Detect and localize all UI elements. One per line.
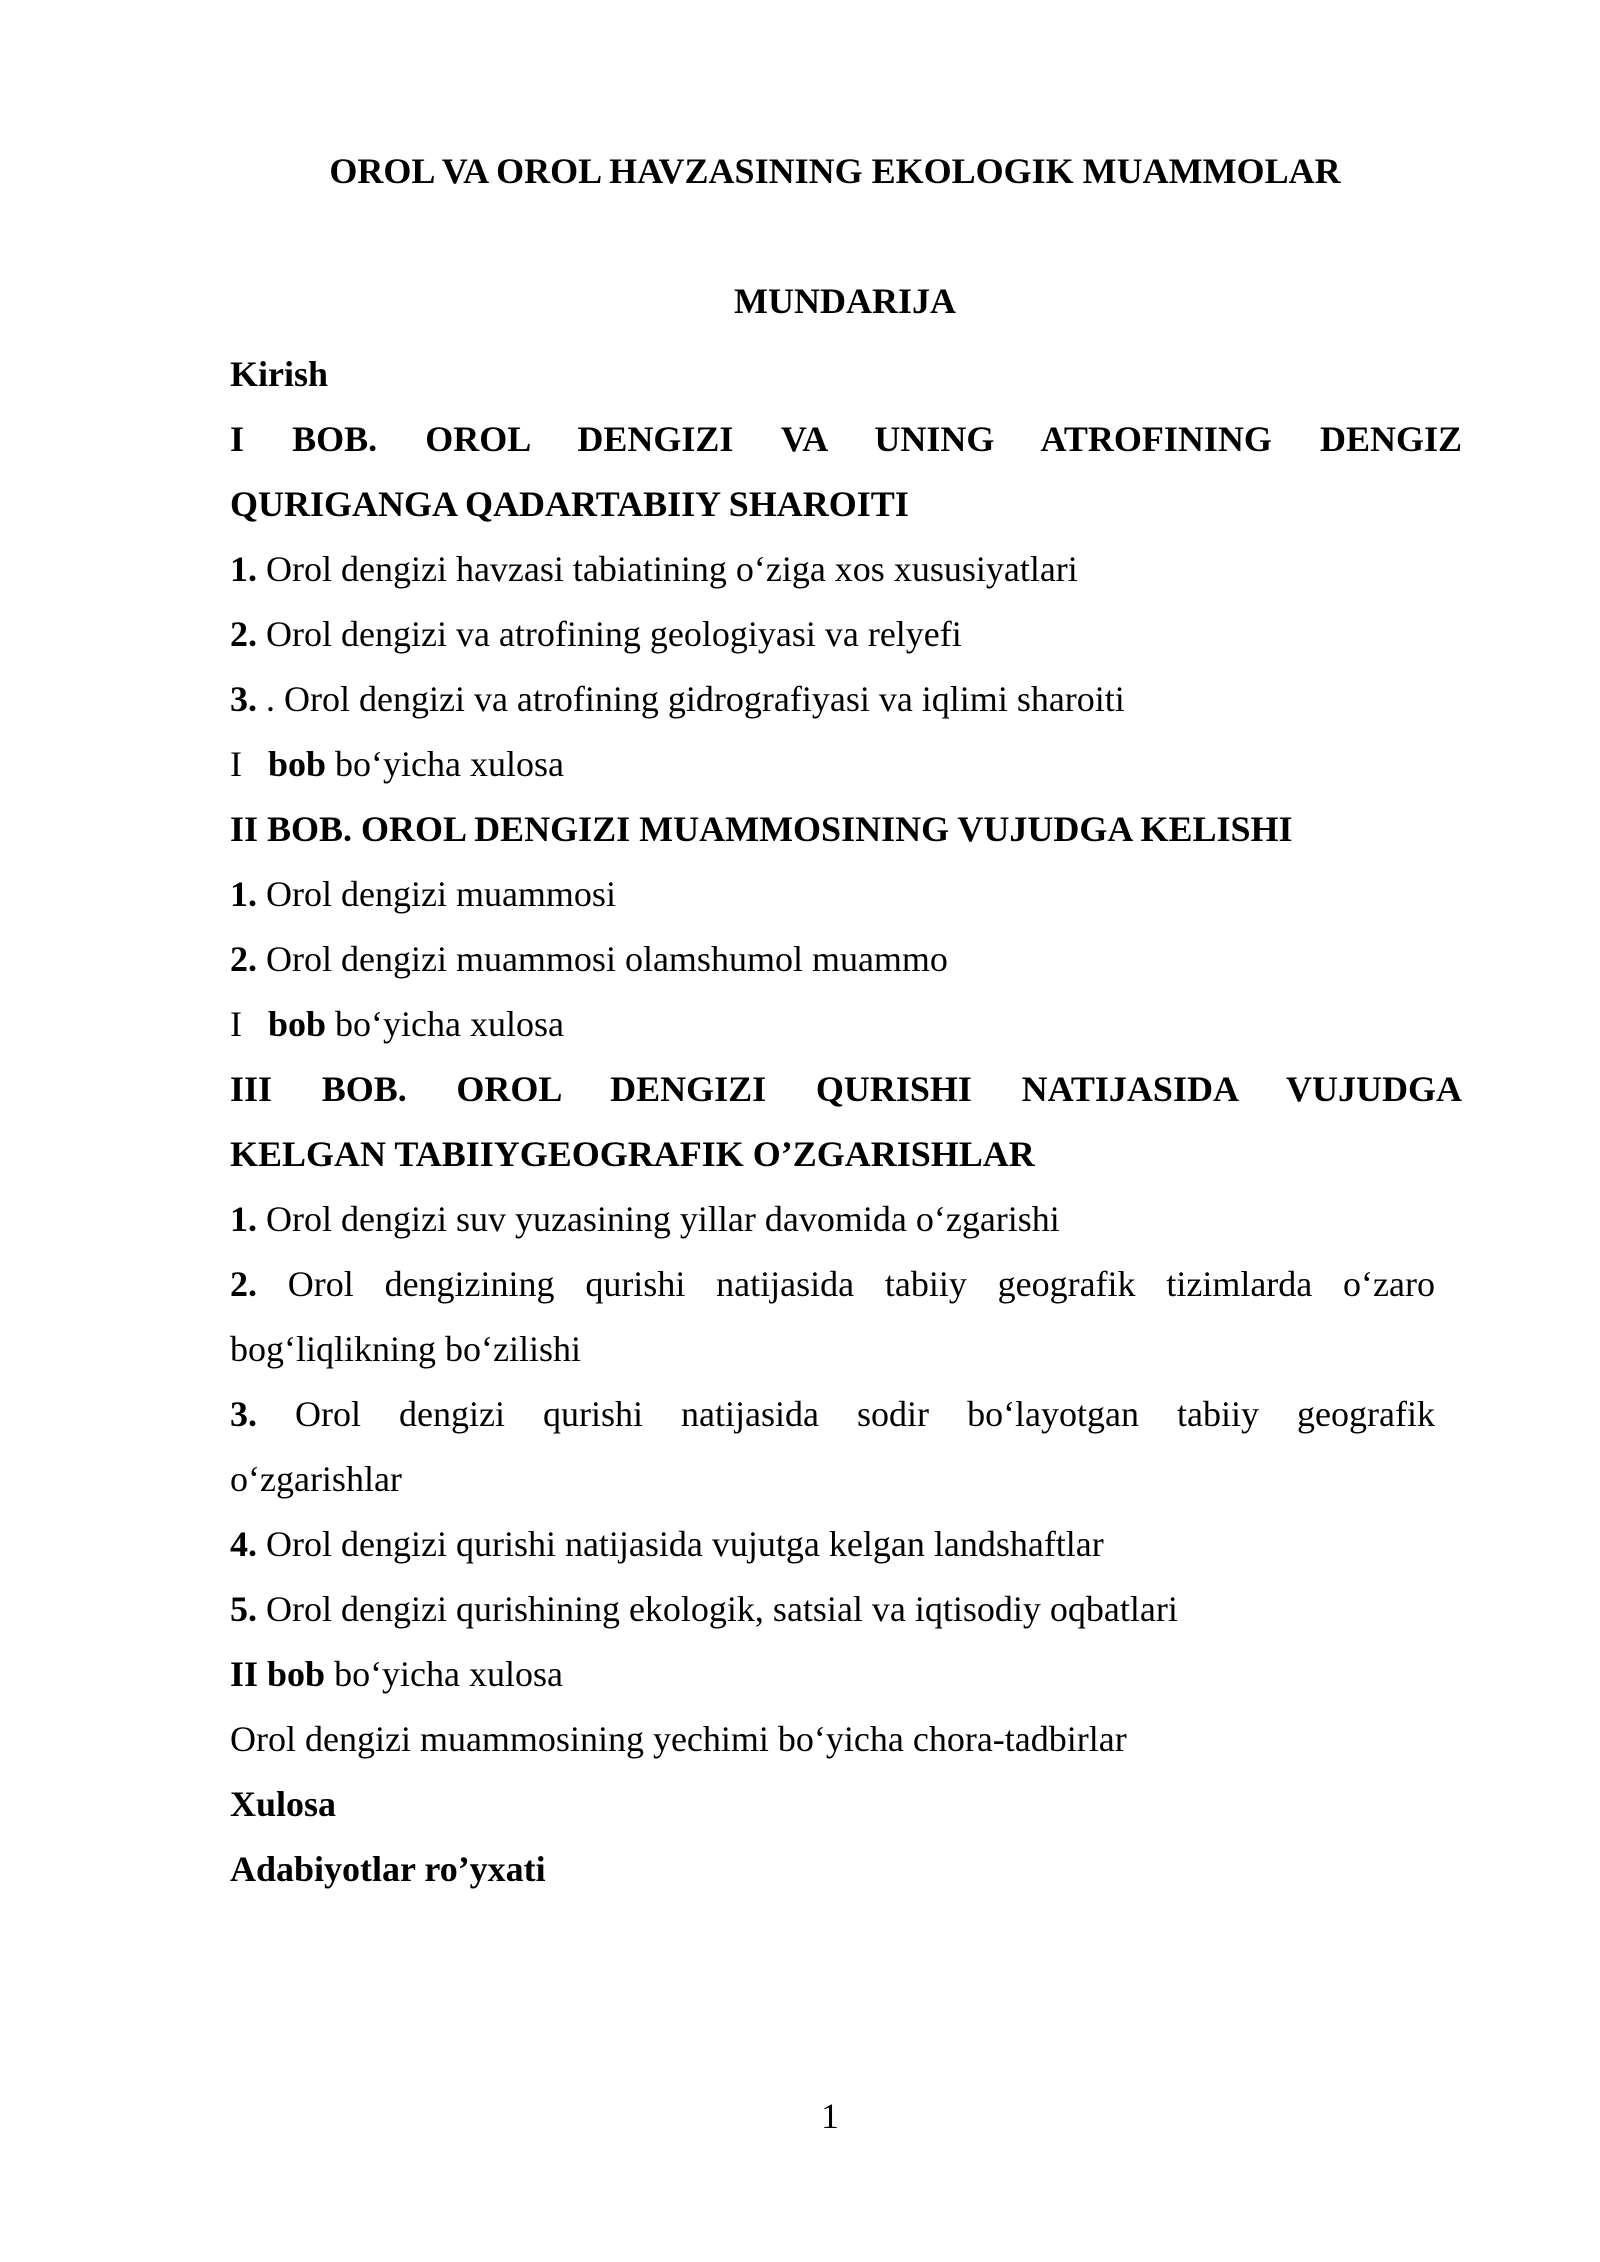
toc-chapter-3-heading-cont[interactable]: KELGAN TABIIYGEOGRAFIK O’ZGARISHLAR [230,1134,1035,1174]
toc-entry-2-1[interactable] [230,862,1462,927]
toc-entry-references[interactable]: Adabiyotlar ro’yxati [230,1849,546,1889]
toc-summary-bob: bob [268,744,327,784]
toc-entry-1-2[interactable] [230,602,1462,667]
toc-heading: MUNDARIJA [734,281,956,321]
toc-entry-text: Orol dengizi qurishining ekologik, satsial va iqtisodiy oqbatlari [257,1589,1178,1629]
toc-entry-number: 1. [230,874,257,914]
toc-entry-number: 1. [230,1199,257,1239]
page-number: 1 [821,2096,839,2136]
toc-entry-text: Orol dengizi muammosi olamshumol muammo [257,939,948,979]
toc-entry-text: Orol dengizi qurishi natijasida vujutga kelgan landshaftlar [257,1524,1104,1564]
toc-summary-text: bo‘yicha xulosa [326,1004,564,1044]
toc-chapter-2-heading[interactable]: II BOB. OROL DENGIZI MUAMMOSINING VUJUDGA KELISHI [230,809,1293,849]
toc-entry-text: Orol dengizi havzasi tabiatining o‘ziga xos xususiyatlari [257,549,1078,589]
toc-summary-roman: I [230,1004,242,1044]
toc-entry-kirish[interactable]: Kirish [230,354,329,394]
toc-entry-3-3-cont[interactable]: o‘zgarishlar [230,1459,402,1499]
toc-summary-prefix: II bob [230,1654,326,1694]
toc-summary-text: bo‘yicha xulosa [325,1654,563,1694]
toc-entry-3-3[interactable] [230,1382,1435,1447]
toc-entry-3-5[interactable] [230,1577,1462,1642]
toc-entry-measures[interactable]: Orol dengizi muammosining yechimi bo‘yicha chora-tadbirlar [230,1719,1127,1759]
toc-entry-text: Orol dengizi va atrofining geologiyasi va relyefi [257,614,962,654]
toc-entry-xulosa[interactable]: Xulosa [230,1784,337,1824]
toc-entry-3-summary[interactable] [230,1642,1462,1707]
toc-summary-bob: bob [268,1004,327,1044]
toc-entry-number: 2. [230,1264,257,1304]
toc-entry-3-2-cont[interactable]: bog‘liqlikning bo‘zilishi [230,1329,581,1369]
toc-chapter-3-heading[interactable]: III BOB. OROL DENGIZI QURISHI NATIJASIDA VUJUDGA [230,1069,1462,1109]
toc-entry-3-4[interactable] [230,1512,1462,1577]
toc-entry-1-3[interactable] [230,667,1462,732]
toc-chapter-1-heading-cont[interactable]: QURIGANGA QADARTABIIY SHAROITI [230,484,909,524]
toc-summary-text: bo‘yicha xulosa [326,744,564,784]
document-title: OROL VA OROL HAVZASINING EKOLOGIK MUAMMOLAR [329,151,1341,191]
toc-entry-text: . Orol dengizi va atrofining gidrografiyasi va iqlimi sharoiti [257,679,1125,719]
toc-entry-number: 5. [230,1589,257,1629]
toc-entry-number: 4. [230,1524,257,1564]
toc-entry-1-summary[interactable] [230,732,1462,797]
toc-summary-roman: I [230,744,242,784]
toc-entry-text: Orol dengizi suv yuzasining yillar davomida o‘zgarishi [257,1199,1060,1239]
toc-entry-2-2[interactable] [230,927,1462,992]
toc-chapter-1-heading[interactable]: I BOB. OROL DENGIZI VA UNING ATROFINING DENGIZ [230,419,1462,459]
toc-entry-number: 3. [230,1394,257,1434]
toc-entry-3-1[interactable] [230,1187,1462,1252]
table-of-contents [230,342,1462,1902]
toc-entry-text: Orol dengizi qurishi natijasida sodir bo‘layotgan tabiiy geografik [257,1394,1435,1434]
toc-entry-number: 3. [230,679,257,719]
toc-entry-2-summary[interactable] [230,992,1462,1057]
toc-entry-number: 2. [230,939,257,979]
toc-entry-number: 2. [230,614,257,654]
toc-entry-number: 1. [230,549,257,589]
toc-entry-text: Orol dengizi muammosi [257,874,616,914]
toc-entry-text: Orol dengizining qurishi natijasida tabiiy geografik tizimlarda o‘zaro [257,1264,1435,1304]
toc-entry-1-1[interactable] [230,537,1462,602]
toc-entry-3-2[interactable] [230,1252,1435,1317]
